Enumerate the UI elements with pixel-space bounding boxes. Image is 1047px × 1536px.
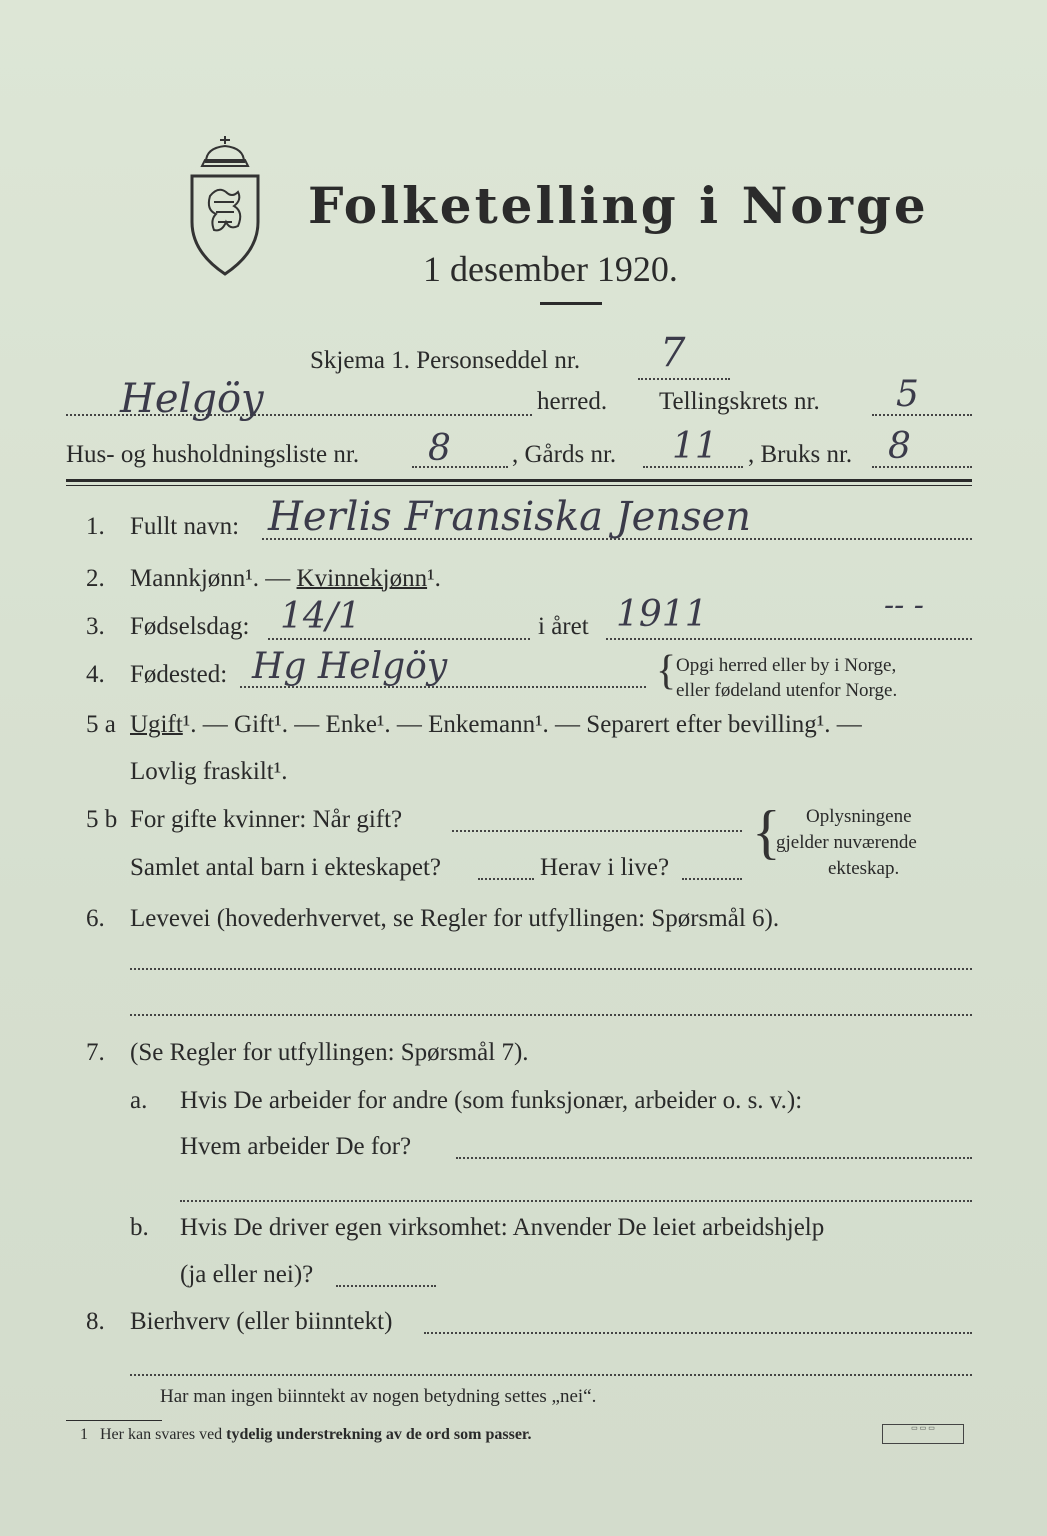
hus-label: Hus- og husholdningsliste nr. <box>66 441 360 468</box>
q7b-letter: b. <box>130 1214 149 1241</box>
q5b-note-line2: gjelder nuværende <box>776 832 917 853</box>
q1-number: 1. <box>86 513 105 540</box>
footnote-mark: 1 <box>80 1426 88 1443</box>
q3-extra-marks: -- - <box>884 588 924 623</box>
q3-number: 3. <box>86 613 105 640</box>
q5a-other-options: ¹. — Gift¹. — Enke¹. — Enkemann¹. — Separert efter bevilling¹. — <box>182 711 862 738</box>
q5a-line2: Lovlig fraskilt¹. <box>130 758 288 785</box>
coat-of-arms-icon <box>184 132 266 280</box>
header-rule-bottom <box>66 485 972 486</box>
header-rule-top <box>66 479 972 482</box>
q3-year-dotline <box>606 638 972 640</box>
q5b-married-dotline <box>452 830 742 832</box>
skjema-value[interactable]: 7 <box>660 330 686 376</box>
hus-value[interactable]: 8 <box>428 428 451 469</box>
footnote-text <box>100 1426 532 1444</box>
birthdate-value[interactable]: 14/1 <box>280 596 361 637</box>
hus-dotline <box>412 466 508 468</box>
q5b-note-line1: Oplysningene <box>806 806 912 827</box>
bruks-dotline <box>872 466 972 468</box>
q4-note-line2: eller fødeland utenfor Norge. <box>676 680 898 701</box>
q2-label <box>130 565 441 593</box>
q6-dotline-1 <box>130 968 972 970</box>
tellingskrets-dotline <box>872 414 972 416</box>
form-date: 1 desember 1920. <box>423 249 678 289</box>
q7b-dotline <box>336 1285 436 1287</box>
herred-value[interactable]: Helgöy <box>120 376 264 422</box>
q4-label: Fødested: <box>130 661 228 688</box>
q7a-letter: a. <box>130 1087 148 1114</box>
q3-label: Fødselsdag: <box>130 613 250 640</box>
q1-label: Fullt navn: <box>130 513 240 540</box>
birth-year-value[interactable]: 1911 <box>616 594 708 635</box>
kvinnekjonn-option-underlined[interactable]: Kvinnekjønn <box>296 565 428 592</box>
q7a-line2: Hvem arbeider De for? <box>180 1133 412 1160</box>
q6-dotline-2 <box>130 1014 972 1016</box>
q5b-alive-dotline <box>682 878 742 880</box>
bruks-value[interactable]: 8 <box>888 426 911 467</box>
skjema-label: Skjema 1. Personseddel nr. <box>310 347 581 374</box>
q4-number: 4. <box>86 661 105 688</box>
q6-label: Levevei (hovederhvervet, se Regler for utfyllingen: Spørsmål 6). <box>130 905 780 932</box>
footnote-part-a: Her kan svares ved <box>100 1426 223 1443</box>
footnote-part-c: ord som passer. <box>425 1426 532 1443</box>
q7b-line2: (ja eller nei)? <box>180 1261 314 1288</box>
ugift-option-underlined[interactable]: Ugift <box>130 711 183 738</box>
q2-footnote-mark: ¹. <box>427 565 441 592</box>
tellingskrets-label: Tellingskrets nr. <box>659 388 820 415</box>
title-divider <box>540 302 602 305</box>
footnote-part-b: tydelig understrekning av de <box>226 1426 422 1443</box>
mannkjonn-option: Mannkjønn¹. — <box>130 565 297 592</box>
q7-label: (Se Regler for utfyllingen: Spørsmål 7). <box>130 1039 529 1066</box>
q6-number: 6. <box>86 905 105 932</box>
herred-label: herred. <box>537 388 608 415</box>
q4-brace: { <box>656 648 677 694</box>
gards-value[interactable]: 11 <box>672 426 718 467</box>
q8-label: Bierhverv (eller biinntekt) <box>130 1308 393 1335</box>
q3-dotline <box>268 638 530 640</box>
q7a-label: Hvis De arbeider for andre (som funksjonær, arbeider o. s. v.): <box>180 1087 803 1114</box>
q8-dotline-2 <box>130 1374 972 1376</box>
q3-year-label: i året <box>538 613 589 640</box>
q5b-note-line3: ekteskap. <box>828 858 900 879</box>
q2-number: 2. <box>86 565 105 592</box>
q8-number: 8. <box>86 1308 105 1335</box>
q7b-label: Hvis De driver egen virksomhet: Anvender De leiet arbeidshjelp <box>180 1214 825 1241</box>
printer-stamp-icon: ▭ ▭ ▭ <box>882 1424 964 1444</box>
q7a-dotline-1 <box>456 1157 972 1159</box>
q5b-children-dotline <box>478 878 534 880</box>
skjema-dotline <box>638 378 730 380</box>
q8-dotline-1 <box>424 1332 972 1334</box>
q7a-dotline-2 <box>180 1200 972 1202</box>
q8-note: Har man ingen biinntekt av nogen betydning settes „nei“. <box>160 1386 597 1407</box>
q7-number: 7. <box>86 1039 105 1066</box>
footnote-rule <box>66 1420 162 1421</box>
gards-label: , Gårds nr. <box>512 441 617 468</box>
q4-note-line1: Opgi herred eller by i Norge, <box>676 655 897 676</box>
full-name-value[interactable]: Herlis Fransiska Jensen <box>268 494 752 540</box>
q5b-number: 5 b <box>86 806 118 833</box>
q5b-label: For gifte kvinner: Når gift? <box>130 806 403 833</box>
q5a-number: 5 a <box>86 711 116 738</box>
q5b-brace: { <box>752 799 781 865</box>
q5b-alive-label: Herav i live? <box>540 854 670 881</box>
q5a-label <box>130 711 862 739</box>
form-title: Folketelling i Norge <box>308 176 929 235</box>
bruks-label: , Bruks nr. <box>748 441 853 468</box>
birthplace-value[interactable]: Hg Helgöy <box>252 646 448 687</box>
tellingskrets-value[interactable]: 5 <box>896 374 919 415</box>
q5b-children-label: Samlet antal barn i ekteskapet? <box>130 854 441 881</box>
